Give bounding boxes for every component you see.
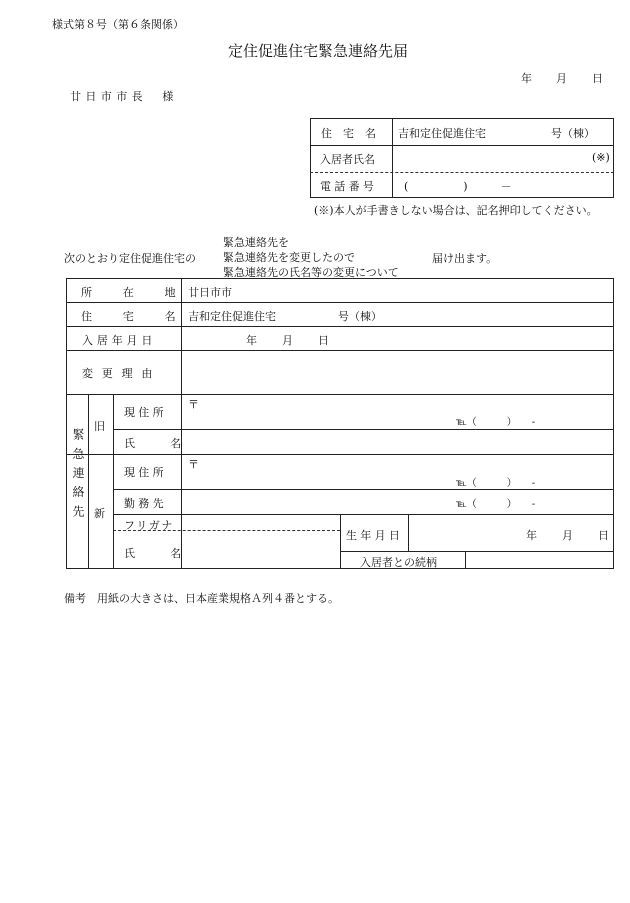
birth-day[interactable]: 日 [598,529,609,542]
remarks: 備考 用紙の大きさは、日本産業規格Ａ列４番とする。 [64,592,339,605]
page-title: 定住促進住宅緊急連絡先届 [228,42,409,60]
applicant-resident-label: 入居者氏名 [320,153,375,166]
workplace-label: 勤務先 [124,497,167,510]
intro-option-1[interactable]: 緊急連絡先を [223,236,289,249]
applicant-phone-label: 電話番号 [320,180,378,193]
move-in-day[interactable]: 日 [318,334,329,347]
intro-left: 次のとおり定住促進住宅の [64,252,196,265]
move-in-label: 入居年月日 [82,334,157,347]
location-label: 所 在 地 [81,286,186,299]
intro-right: 届け出ます。 [432,252,498,265]
applicant-housing-suffix: 号（棟） [551,127,595,140]
housing-value[interactable]: 吉和定住促進住宅 [188,310,276,323]
new-address-label: 現住所 [124,466,167,479]
date-day: 日 [592,72,603,85]
date-month: 月 [556,72,567,85]
intro-option-3[interactable]: 緊急連絡先の氏名等の変更について [223,266,399,279]
workplace-tel[interactable]: ℡（ ） - [456,499,536,510]
new-tel[interactable]: ℡（ ） - [456,478,536,489]
move-in-year[interactable]: 年 [246,334,257,347]
old-address-label: 現住所 [124,406,167,419]
applicant-housing-label: 住 宅 名 [321,127,376,140]
old-postal-mark: 〒 [188,398,199,411]
birth-year[interactable]: 年 [526,529,537,542]
applicant-phone-value[interactable]: ( ) － [404,180,512,193]
new-label: 新 [94,507,105,520]
form-number: 様式第８号（第６条関係） [52,18,184,31]
relation-label: 入居者との続柄 [360,556,437,569]
new-name-label: 氏 名 [124,547,194,560]
move-in-month[interactable]: 月 [282,334,293,347]
location-value[interactable]: 廿日市市 [188,286,232,299]
housing-suffix: 号（棟） [338,310,382,323]
applicant-note: (※)本人が手書きしない場合は、記名押印してください。 [314,204,598,217]
date-year: 年 [521,72,532,85]
housing-label: 住 宅 名 [81,310,186,323]
addressee: 廿日市市長 様 [70,90,178,103]
new-postal-mark: 〒 [188,458,199,471]
reason-field[interactable] [186,356,606,388]
relation-field[interactable] [470,553,610,567]
old-tel[interactable]: ℡（ ） - [456,417,536,428]
intro-option-2[interactable]: 緊急連絡先を変更したので [223,251,355,264]
old-name-label: 氏 名 [124,437,194,450]
old-label: 旧 [94,420,105,433]
furigana-label: フリガナ [124,519,175,532]
birth-month[interactable]: 月 [562,529,573,542]
emergency-contact-label: 緊急連絡先 [71,428,85,524]
reason-label: 変更理由 [82,367,162,380]
applicant-housing-value[interactable]: 吉和定住促進住宅 [398,127,486,140]
applicant-resident-mark[interactable]: (※) [592,151,610,164]
birthdate-label: 生年月日 [346,529,404,542]
